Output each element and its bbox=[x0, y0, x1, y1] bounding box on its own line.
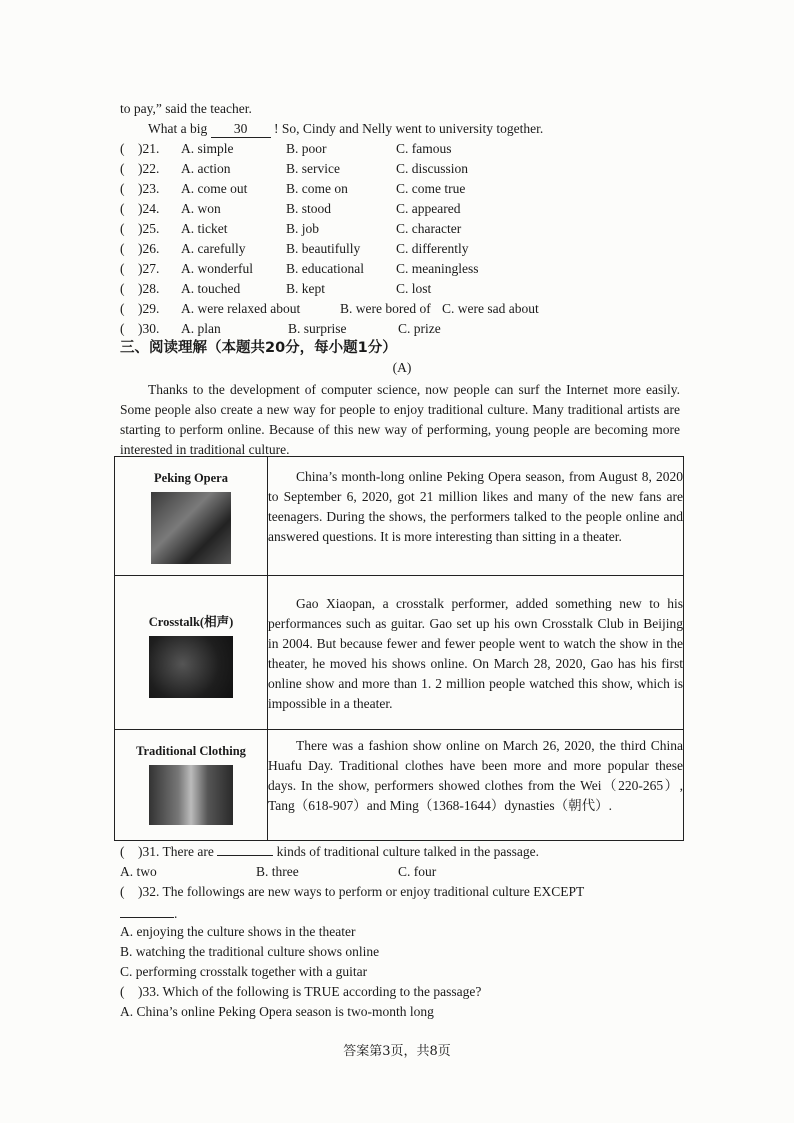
table-row bbox=[115, 730, 684, 841]
row-left-cell bbox=[115, 576, 268, 730]
cloze-q30-question-number: ( )30. bbox=[120, 321, 160, 336]
table-row bbox=[115, 457, 684, 576]
table-row bbox=[115, 576, 684, 730]
cloze-q30-option-a: A. plan bbox=[181, 321, 221, 336]
stem-post: kinds of traditional culture talked in the passage. bbox=[276, 844, 540, 859]
cloze-q28-option-b: B. kept bbox=[286, 281, 325, 296]
cloze-q23-option-c: C. come true bbox=[396, 181, 466, 196]
question-stem: Which of the following is TRUE according to the passage? bbox=[162, 984, 482, 999]
answer-blank bbox=[217, 855, 273, 856]
q32-option-b: B. watching the traditional culture shows online bbox=[120, 944, 380, 959]
cloze-q26-question-number: ( )26. bbox=[120, 241, 160, 256]
cloze-q21-option-a: A. simple bbox=[181, 141, 234, 156]
row-title: Crosstalk(相声) bbox=[148, 615, 234, 629]
question-31 bbox=[120, 842, 539, 862]
cloze-q30-option-c: C. prize bbox=[398, 321, 441, 336]
row-title: Peking Opera bbox=[154, 471, 228, 485]
cloze-q23-option-a: A. come out bbox=[181, 181, 248, 196]
cloze-q28-option-c: C. lost bbox=[396, 281, 432, 296]
cloze-q25-option-a: A. ticket bbox=[181, 221, 228, 236]
cloze-q25-option-c: C. character bbox=[396, 221, 462, 236]
row-title: Traditional Clothing bbox=[136, 744, 246, 758]
cloze-q26-option-a: A. carefully bbox=[181, 241, 246, 256]
passage-label: (A) bbox=[392, 360, 412, 375]
q31-option-c: C. four bbox=[398, 864, 437, 879]
cloze-q29-question-number: ( )29. bbox=[120, 301, 160, 316]
cloze-q22-option-a: A. action bbox=[181, 161, 231, 176]
cloze-closing-line bbox=[148, 119, 543, 139]
cloze-q27-option-b: B. educational bbox=[286, 261, 364, 276]
cloze-q21-option-c: C. famous bbox=[396, 141, 452, 156]
row-text: China’s month-long online Peking Opera season, from August 8, 2020 to September 6, 2020, got 21 million likes and many of the new fans are teenagers. During the shows, the performers talked to the people online and answered questions. It is more interesting than sitting in a theater. bbox=[268, 457, 684, 576]
traditional-clothing-photo bbox=[149, 765, 233, 825]
cloze-q29-option-b: B. were bored of bbox=[340, 301, 431, 316]
q33-option-a: A. China’s online Peking Opera season is two-month long bbox=[120, 1004, 434, 1019]
continued-text-line: to pay,” said the teacher. bbox=[120, 101, 252, 116]
question-number: ( )31. bbox=[120, 844, 160, 859]
cloze-q30-option-b: B. surprise bbox=[288, 321, 347, 336]
cloze-q21-option-b: B. poor bbox=[286, 141, 327, 156]
cloze-q24-option-b: B. stood bbox=[286, 201, 332, 216]
question-stem: The followings are new ways to perform or enjoy traditional culture EXCEPT bbox=[162, 884, 585, 899]
page-footer: 答案第3页，共8页 bbox=[343, 1044, 451, 1059]
cloze-q28-option-a: A. touched bbox=[181, 281, 241, 296]
closing-text-pre: What a big bbox=[148, 121, 208, 136]
cloze-q24-question-number: ( )24. bbox=[120, 201, 160, 216]
row-text: Gao Xiaopan, a crosstalk performer, added something new to his performances such as guitar. Gao set up his own Crosstalk Club in Beijing in 2004. But because fewer and fewer people went to watch the show in the theater, he moved his shows online. On March 28, 2020, Gao has his first online show and more than 1. 2 million people watched this show, which is impossible in a theater. bbox=[268, 576, 684, 730]
cloze-q28-question-number: ( )28. bbox=[120, 281, 160, 296]
question-number: ( )32. bbox=[120, 884, 160, 899]
question-number: ( )33. bbox=[120, 984, 160, 999]
q31-option-b: B. three bbox=[256, 864, 299, 879]
question-33 bbox=[120, 982, 481, 1002]
q32-option-c: C. performing crosstalk together with a guitar bbox=[120, 964, 368, 979]
cloze-q27-question-number: ( )27. bbox=[120, 261, 160, 276]
cloze-q27-option-c: C. meaningless bbox=[396, 261, 479, 276]
cloze-q26-option-c: C. differently bbox=[396, 241, 469, 256]
culture-table bbox=[114, 456, 684, 841]
crosstalk-photo bbox=[149, 636, 233, 698]
row-text: There was a fashion show online on March 26, 2020, the third China Huafu Day. Traditional clothes have been more and more popular these days. In the show, performers showed clothes from the Wei（220-265）, Tang（618-907）and Ming（1368-1644）dynasties（朝代）. bbox=[268, 730, 684, 841]
cloze-q22-question-number: ( )22. bbox=[120, 161, 160, 176]
cloze-q24-option-c: C. appeared bbox=[396, 201, 461, 216]
period: . bbox=[174, 906, 178, 921]
q31-option-a: A. two bbox=[120, 864, 157, 879]
peking-opera-photo bbox=[151, 492, 231, 564]
intro-paragraph: Thanks to the development of computer science, now people can surf the Internet more easily. Some people also create a new way for people to enjoy traditional culture. Many traditional artists are starting to perform online. Because of this new way of performing, young people are becoming more interested in traditional culture. bbox=[120, 382, 680, 457]
cloze-q29-option-a: A. were relaxed about bbox=[181, 301, 301, 316]
cloze-q25-option-b: B. job bbox=[286, 221, 320, 236]
cloze-q27-option-a: A. wonderful bbox=[181, 261, 253, 276]
cloze-q22-option-c: C. discussion bbox=[396, 161, 469, 176]
row-left-cell bbox=[115, 457, 268, 576]
closing-text-post: ! So, Cindy and Nelly went to university together. bbox=[273, 121, 544, 136]
row-left-cell bbox=[115, 730, 268, 841]
q32-option-a: A. enjoying the culture shows in the theater bbox=[120, 924, 356, 939]
answer-blank bbox=[120, 917, 174, 918]
cloze-q22-option-b: B. service bbox=[286, 161, 340, 176]
cloze-q24-option-a: A. won bbox=[181, 201, 221, 216]
cloze-q23-option-b: B. come on bbox=[286, 181, 348, 196]
section-title: 三、阅读理解（本题共20分，每小题1分） bbox=[120, 340, 397, 356]
question-32 bbox=[120, 882, 584, 902]
cloze-q21-question-number: ( )21. bbox=[120, 141, 160, 156]
cloze-q25-question-number: ( )25. bbox=[120, 221, 160, 236]
cloze-q29-option-c: C. were sad about bbox=[442, 301, 539, 316]
blank-30: 30 bbox=[211, 121, 271, 138]
cloze-q23-question-number: ( )23. bbox=[120, 181, 160, 196]
q32-blank-line bbox=[120, 904, 177, 924]
cloze-q26-option-b: B. beautifully bbox=[286, 241, 361, 256]
stem-pre: There are bbox=[162, 844, 214, 859]
